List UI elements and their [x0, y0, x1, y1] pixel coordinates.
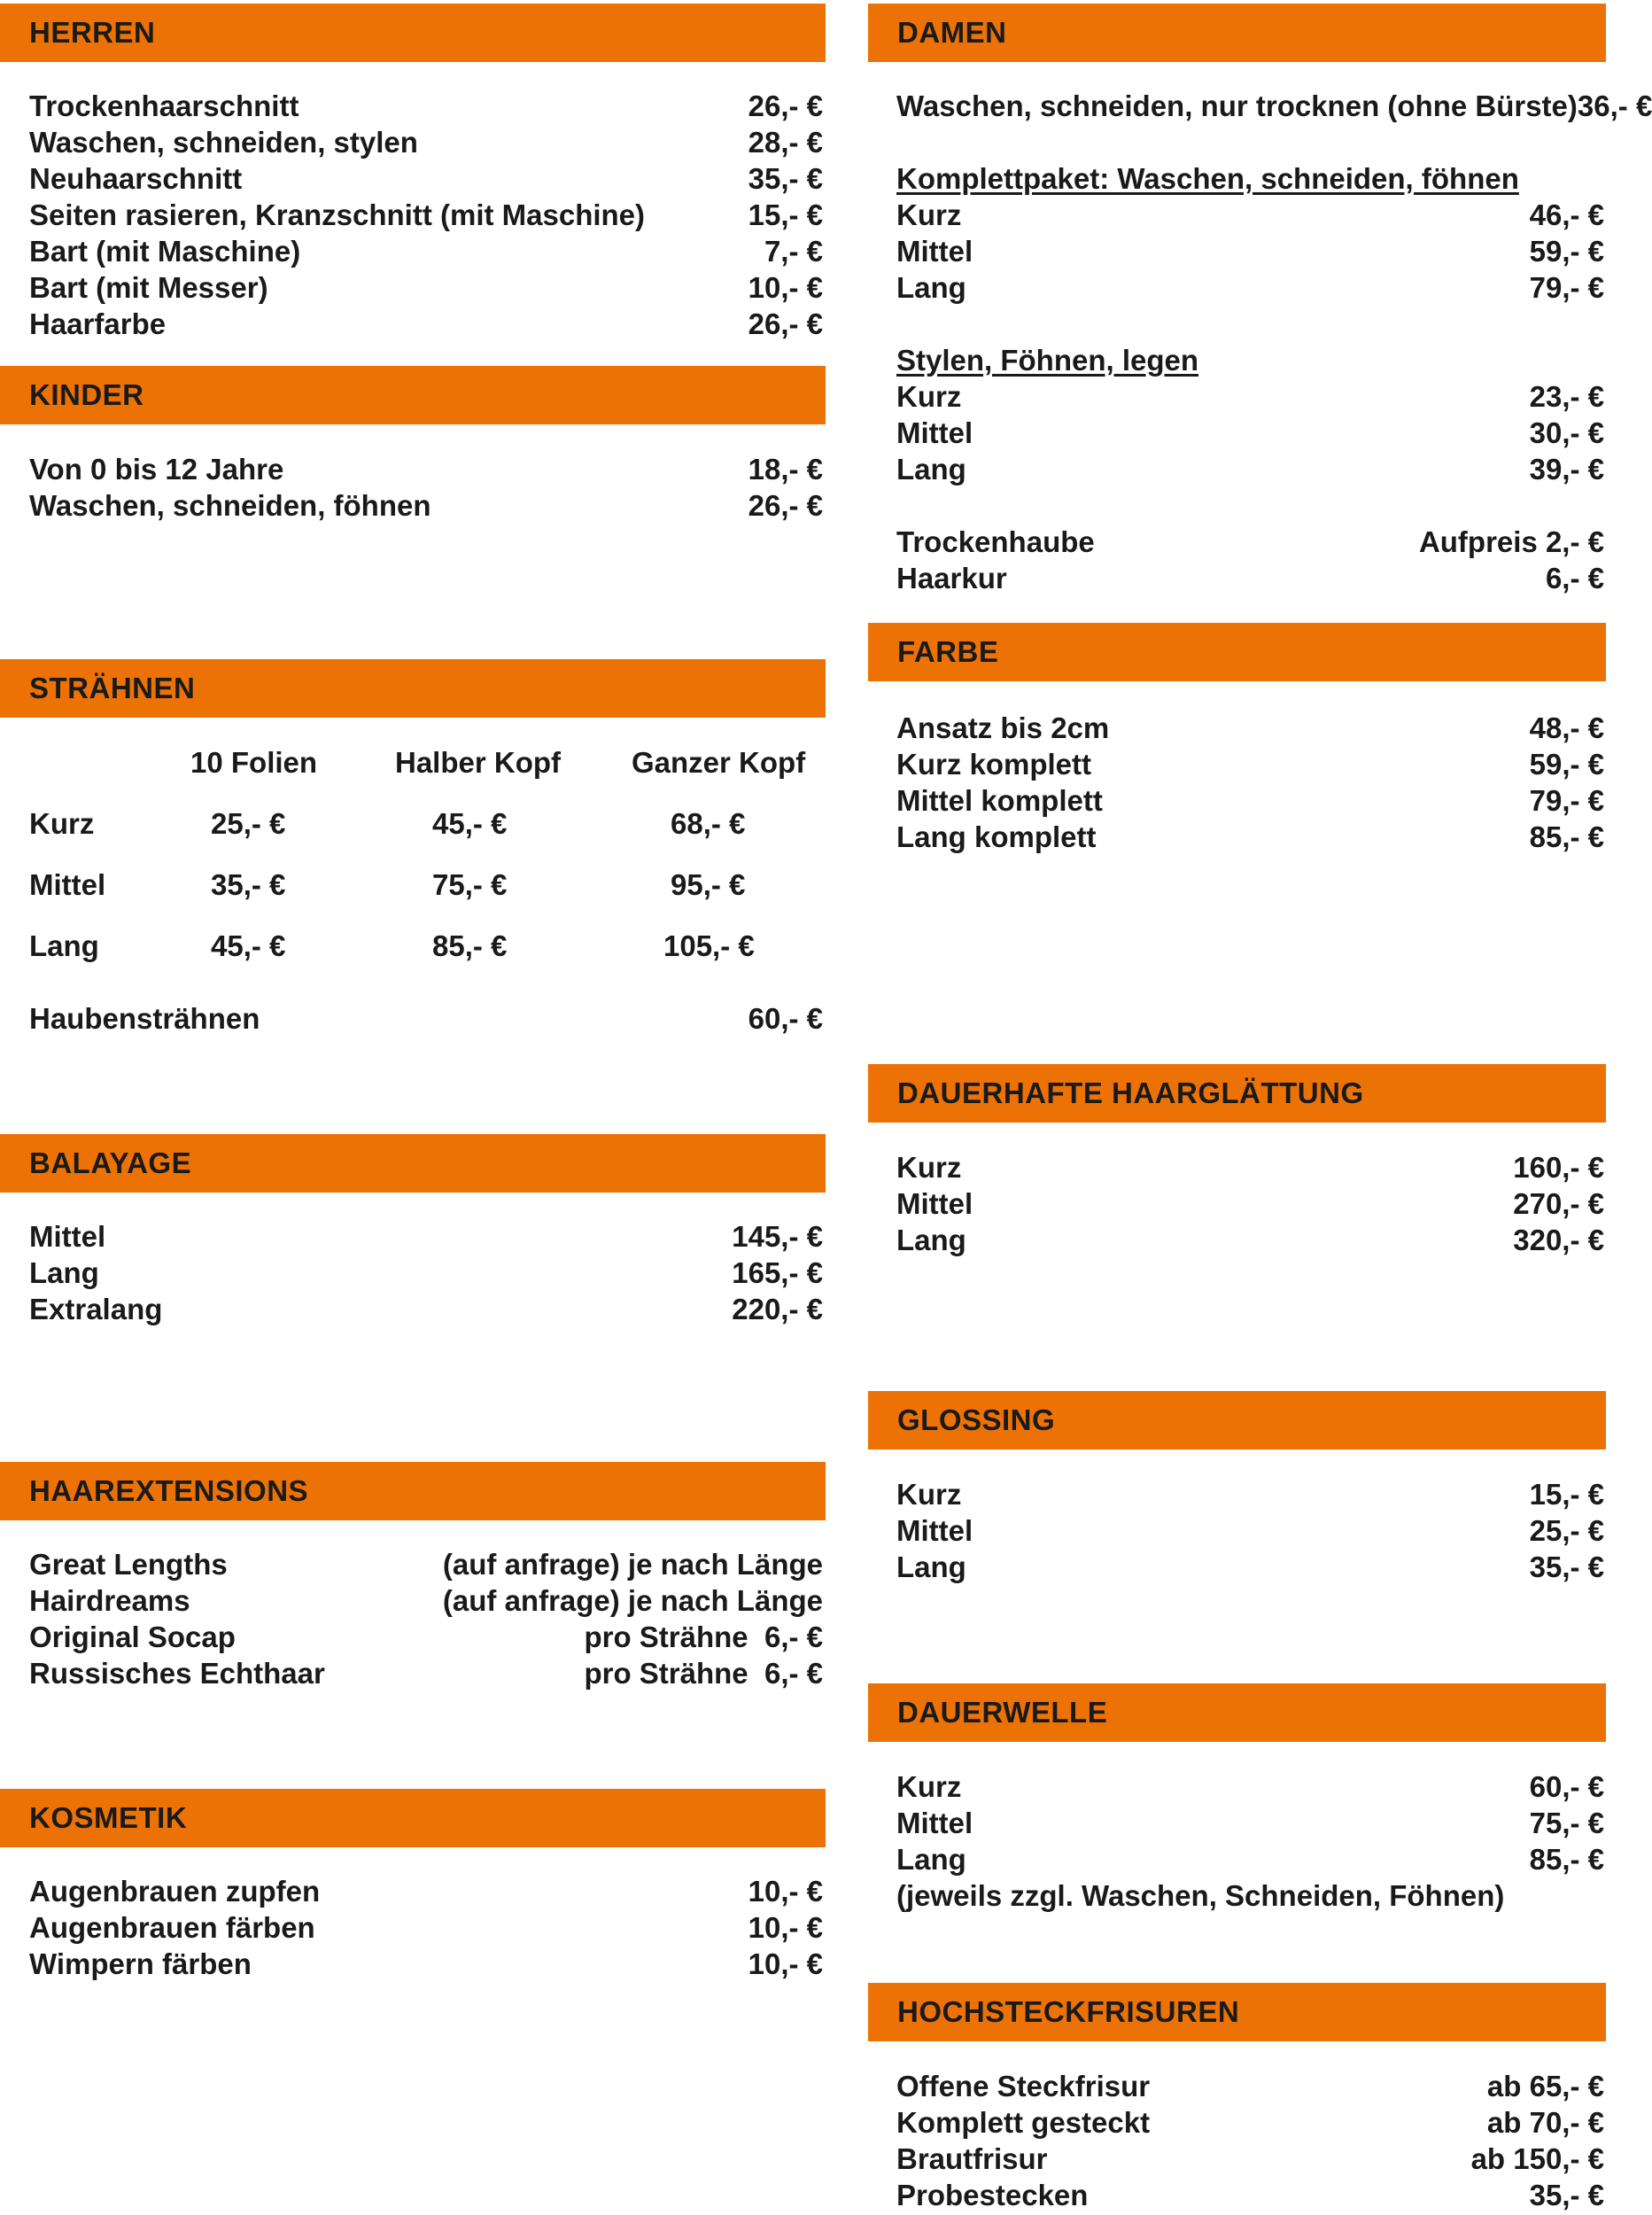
price-row [896, 1476, 1604, 1512]
service-price: 18,- € [748, 452, 823, 486]
service-price: 270,- € [1513, 1186, 1604, 1220]
service-price: 15,- € [748, 198, 823, 231]
service-price: 10,- € [748, 1947, 823, 1980]
price-row [29, 1909, 823, 1946]
service-price: 25,- € [1529, 1513, 1604, 1547]
price-row [896, 2068, 1604, 2104]
service-price: pro Strähne 6,- € [584, 1620, 823, 1653]
service-label: Kurz [896, 1769, 962, 1803]
service-label: Lang [896, 270, 966, 304]
price-row [896, 1805, 1604, 1841]
service-label: Neuhaarschnitt [29, 161, 243, 195]
price-row [29, 451, 823, 487]
service-price: 85,- € [1529, 820, 1604, 853]
price-row [896, 710, 1604, 746]
service-label: Bart (mit Maschine) [29, 234, 301, 268]
price-row [29, 269, 823, 306]
note-row [896, 1877, 1604, 1914]
table-cell: 95,- € [671, 868, 746, 901]
price-row [896, 378, 1604, 415]
price-row [896, 415, 1604, 451]
service-label: Kurz [896, 1477, 962, 1511]
stylen-heading: Stylen, Föhnen, legen [896, 343, 1199, 377]
service-price: 10,- € [748, 1910, 823, 1944]
service-label: Lang [896, 452, 966, 486]
section-header-dauerwelle: DAUERWELLE [868, 1683, 1606, 1742]
service-price: ab 65,- € [1486, 2069, 1604, 2102]
service-price: 46,- € [1529, 198, 1604, 231]
service-label: Mittel [896, 1186, 973, 1220]
column-header: Halber Kopf [395, 746, 562, 779]
price-row [29, 124, 823, 160]
row-label: Lang [29, 929, 99, 962]
price-row [896, 1512, 1604, 1549]
service-label: Mittel [896, 1513, 973, 1547]
price-row [29, 1255, 823, 1291]
service-label: Brautfrisur [896, 2141, 1048, 2175]
service-price: 145,- € [732, 1219, 823, 1253]
service-price: 30,- € [1529, 416, 1604, 449]
service-label: Kurz [896, 379, 962, 413]
service-price: 35,- € [1529, 2178, 1604, 2211]
service-price: ab 150,- € [1470, 2141, 1604, 2175]
price-row [29, 306, 823, 342]
service-price: 60,- € [1529, 1769, 1604, 1803]
service-price: 10,- € [748, 1874, 823, 1908]
service-label: Lang [896, 1223, 966, 1256]
service-price: (auf anfrage) je nach Länge [442, 1583, 823, 1617]
service-price: 60,- € [748, 1001, 823, 1035]
row-label: Kurz [29, 807, 95, 840]
section-header-damen: DAMEN [868, 4, 1606, 62]
service-label: Trockenhaube [896, 525, 1095, 558]
price-row [896, 819, 1604, 855]
section-header-glossing: GLOSSING [868, 1391, 1606, 1449]
service-price: 15,- € [1529, 1477, 1604, 1511]
dauerwelle-note: (jeweils zzgl. Waschen, Schneiden, Föhnen) [896, 1878, 1505, 1912]
section-header-balayage: BALAYAGE [0, 1134, 826, 1193]
row-label: Mittel [29, 868, 106, 901]
service-label: Probestecken [896, 2178, 1089, 2211]
price-row [29, 1218, 823, 1255]
service-label: Great Lengths [29, 1547, 228, 1581]
column-header: 10 Folien [190, 746, 318, 779]
service-price: 85,- € [1529, 1842, 1604, 1876]
service-price: 79,- € [1529, 270, 1604, 304]
service-price: 59,- € [1529, 747, 1604, 781]
price-row [896, 233, 1604, 269]
service-price: 7,- € [764, 234, 823, 268]
service-label: Haubensträhnen [29, 1001, 260, 1035]
subsection-heading [896, 160, 1604, 197]
price-row [896, 1185, 1604, 1222]
service-price: ab 70,- € [1486, 2105, 1604, 2139]
service-price: 39,- € [1529, 452, 1604, 486]
service-label: Komplett gesteckt [896, 2105, 1151, 2139]
price-row [896, 1549, 1604, 1585]
service-label: Seiten rasieren, Kranzschnitt (mit Maschine) [29, 198, 646, 231]
price-row [29, 1946, 823, 1982]
table-cell: 68,- € [671, 807, 746, 840]
table-cell: 105,- € [663, 929, 755, 962]
service-label: Waschen, schneiden, föhnen [29, 488, 431, 522]
service-price: 23,- € [1529, 379, 1604, 413]
price-row [29, 1291, 823, 1327]
service-price: 26,- € [748, 488, 823, 522]
service-price: 48,- € [1529, 711, 1604, 744]
service-label: Mittel [896, 416, 973, 449]
service-price: 59,- € [1529, 234, 1604, 268]
service-label: Hairdreams [29, 1583, 190, 1617]
price-row [896, 1222, 1604, 1258]
service-label: Augenbrauen färben [29, 1910, 315, 1944]
service-price: 35,- € [748, 161, 823, 195]
service-label: Kurz [896, 198, 962, 231]
service-label: Original Socap [29, 1620, 236, 1653]
service-price: (auf anfrage) je nach Länge [442, 1547, 823, 1581]
price-row [29, 197, 823, 233]
price-row [29, 88, 823, 124]
service-label: Ansatz bis 2cm [896, 711, 1110, 744]
price-row [29, 1873, 823, 1909]
service-label: Trockenhaarschnitt [29, 89, 299, 122]
subsection-heading [896, 342, 1604, 378]
service-price: 320,- € [1513, 1223, 1604, 1256]
table-cell: 75,- € [432, 868, 508, 901]
section-header-glaettung: DAUERHAFTE HAARGLÄTTUNG [868, 1064, 1606, 1123]
price-row [896, 1768, 1604, 1805]
service-label: Bart (mit Messer) [29, 270, 268, 304]
column-header: Ganzer Kopf [632, 746, 806, 779]
service-price: 26,- € [748, 89, 823, 122]
service-price: 160,- € [1513, 1150, 1604, 1184]
price-row [896, 782, 1604, 819]
service-label: Lang [896, 1842, 966, 1876]
price-row [29, 1619, 823, 1655]
service-price: 220,- € [732, 1292, 823, 1325]
section-header-kinder: KINDER [0, 366, 826, 424]
service-price: pro Strähne 6,- € [584, 1656, 823, 1690]
price-row [896, 269, 1604, 306]
service-label: Lang komplett [896, 820, 1097, 853]
service-label: Kurz komplett [896, 747, 1092, 781]
price-row [896, 524, 1604, 560]
table-cell: 45,- € [432, 807, 508, 840]
price-row [29, 1546, 823, 1582]
service-price: Aufpreis 2,- € [1418, 525, 1604, 558]
service-price: 6,- € [1545, 561, 1604, 595]
table-cell: 85,- € [432, 929, 508, 962]
service-label: Extralang [29, 1292, 163, 1325]
price-row [29, 160, 823, 197]
section-header-farbe: FARBE [868, 623, 1606, 681]
service-label: Mittel komplett [896, 783, 1103, 817]
section-header-kosmetik: KOSMETIK [0, 1789, 826, 1847]
service-price: 165,- € [732, 1255, 823, 1289]
price-row [29, 233, 823, 269]
service-price: 10,- € [748, 270, 823, 304]
section-header-hochsteck: HOCHSTECKFRISUREN [868, 1983, 1606, 2041]
service-label: Augenbrauen zupfen [29, 1874, 321, 1908]
table-cell: 35,- € [211, 868, 286, 901]
service-label: Russisches Echthaar [29, 1656, 325, 1690]
price-row [29, 1582, 823, 1619]
service-price: 26,- € [748, 307, 823, 340]
section-header-haarextensions: HAAREXTENSIONS [0, 1462, 826, 1520]
service-label: Wimpern färben [29, 1947, 252, 1980]
section-header-straehnen: STRÄHNEN [0, 659, 826, 718]
service-price: 79,- € [1529, 783, 1604, 817]
service-label: Waschen, schneiden, nur trocknen (ohne Bürste) [896, 89, 1578, 122]
price-row [896, 1841, 1604, 1877]
service-label: Mittel [896, 1806, 973, 1839]
service-label: Kurz [896, 1150, 962, 1184]
service-label: Haarfarbe [29, 307, 167, 340]
table-cell: 45,- € [211, 929, 286, 962]
service-label: Mittel [896, 234, 973, 268]
service-label: Waschen, schneiden, stylen [29, 125, 418, 159]
komplettpaket-heading: Komplettpaket: Waschen, schneiden, föhnen [896, 161, 1519, 195]
price-row [896, 197, 1604, 233]
price-row [29, 1655, 823, 1691]
price-row [896, 451, 1604, 487]
service-price: 75,- € [1529, 1806, 1604, 1839]
price-row [896, 746, 1604, 782]
service-label: Mittel [29, 1219, 106, 1253]
service-price: 35,- € [1529, 1550, 1604, 1583]
table-cell: 25,- € [211, 807, 286, 840]
service-label: Lang [29, 1255, 99, 1289]
service-label: Lang [896, 1550, 966, 1583]
price-row [896, 560, 1604, 596]
price-row [29, 1000, 823, 1037]
service-label: Von 0 bis 12 Jahre [29, 452, 284, 486]
price-row [896, 88, 1652, 124]
price-row [29, 487, 823, 524]
price-row [896, 2104, 1604, 2141]
service-price: 36,- € [1577, 89, 1652, 122]
price-row [896, 1149, 1604, 1185]
section-header-herren: HERREN [0, 4, 826, 62]
service-label: Haarkur [896, 561, 1007, 595]
price-row [896, 2177, 1604, 2213]
service-label: Offene Steckfrisur [896, 2069, 1151, 2102]
price-row [896, 2141, 1604, 2177]
service-price: 28,- € [748, 125, 823, 159]
